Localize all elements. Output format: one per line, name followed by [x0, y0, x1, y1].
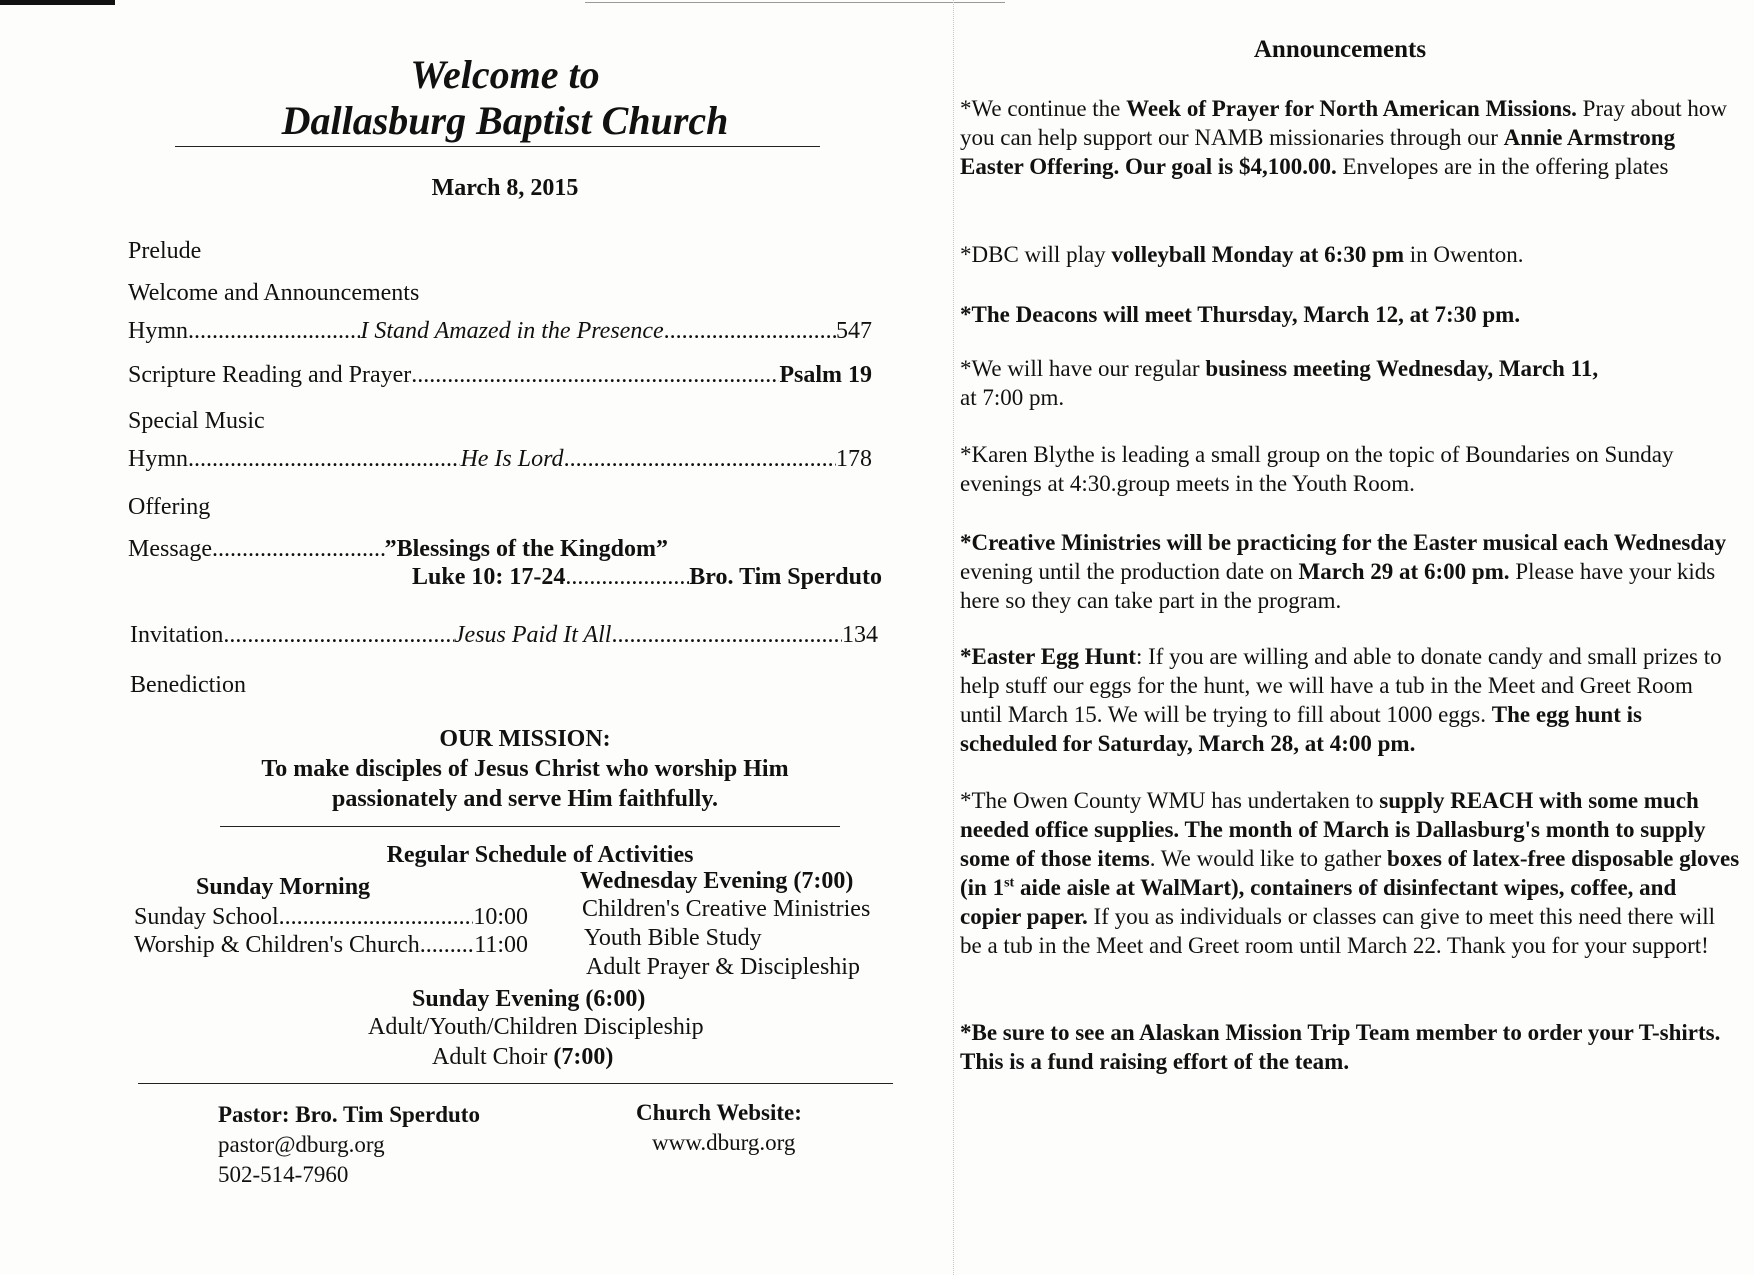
service-date: March 8, 2015 — [431, 175, 579, 201]
leader-dots — [411, 362, 779, 389]
title-divider — [175, 146, 820, 147]
schedule-row-label: Sunday School — [134, 904, 279, 930]
order-special-music: Special Music — [128, 408, 265, 434]
mission-line-1: To make disciples of Jesus Christ who worship Him — [261, 756, 789, 782]
hymn-2-label: Hymn — [128, 446, 188, 472]
announcement-volleyball: *DBC will play volleyball Monday at 6:30 pm in Owenton. — [960, 242, 1524, 267]
schedule-row — [134, 904, 528, 931]
wednesday-item: Children's Creative Ministries — [582, 896, 871, 922]
announcement-egg-hunt: *Easter Egg Hunt: If you are willing and able to donate candy and small prizes to help stuff our eggs for the hunt, we will have a tub in the Meet and Greet Room until March 15. We will be trying to fill about 1000 eggs. The egg hunt is scheduled for Saturday, March 28, at 4:00 pm. — [960, 644, 1722, 756]
leader-dots — [564, 446, 836, 473]
pastor-email: pastor@dburg.org — [218, 1132, 385, 1157]
leader-dots — [420, 932, 475, 959]
order-benediction: Benediction — [130, 672, 246, 698]
leader-dots — [279, 904, 474, 931]
invitation-title: Jesus Paid It All — [453, 622, 612, 648]
message-scripture: Luke 10: 17-24 — [412, 564, 566, 590]
leader-dots — [223, 622, 454, 649]
schedule-row-time: 10:00 — [473, 904, 528, 930]
schedule-heading: Regular Schedule of Activities — [386, 842, 694, 868]
message-speaker: Bro. Tim Sperduto — [689, 564, 882, 590]
schedule-row — [134, 932, 528, 959]
schedule-row-label: Worship & Children's Church — [134, 932, 420, 958]
order-message-ref — [412, 564, 882, 591]
schedule-divider — [138, 1083, 893, 1084]
announcement-business-meeting: *We will have our regular business meeting Wednesday, March 11, at 7:00 pm. — [960, 356, 1599, 410]
leader-dots — [664, 318, 836, 345]
pastor-name: Pastor: Bro. Tim Sperduto — [218, 1102, 480, 1127]
hymn-1-title: I Stand Amazed in the Presence — [360, 318, 664, 344]
church-name-title: Dallasburg Baptist Church — [281, 98, 729, 143]
wednesday-item: Adult Prayer & Discipleship — [586, 954, 860, 980]
hymn-1-label: Hymn — [128, 318, 188, 344]
order-hymn-1 — [128, 318, 872, 345]
website-url: www.dburg.org — [652, 1130, 796, 1155]
pastor-phone: 502-514-7960 — [218, 1162, 349, 1187]
welcome-title-line1: Welcome to — [410, 52, 600, 97]
page-fold-line — [953, 0, 955, 1275]
mission-heading: OUR MISSION: — [439, 726, 611, 752]
hymn-2-title: He Is Lord — [460, 446, 564, 472]
mission-line-2: passionately and serve Him faithfully. — [331, 786, 719, 812]
wednesday-heading: Wednesday Evening (7:00) — [580, 868, 854, 894]
order-message — [128, 536, 668, 563]
wednesday-item: Youth Bible Study — [584, 925, 762, 951]
scripture-ref: Psalm 19 — [779, 362, 872, 388]
announcement-deacons: *The Deacons will meet Thursday, March 12, at 7:30 pm. — [960, 302, 1521, 327]
leader-dots — [565, 564, 689, 591]
order-offering: Offering — [128, 494, 211, 520]
message-title: ”Blessings of the Kingdom” — [384, 536, 668, 562]
order-invitation — [130, 622, 878, 649]
invitation-label: Invitation — [130, 622, 224, 648]
sunday-morning-heading: Sunday Morning — [196, 874, 371, 900]
order-scripture — [128, 362, 872, 389]
leader-dots — [188, 318, 360, 345]
announcement-wmu: *The Owen County WMU has undertaken to supply REACH with some much needed office supplies. The month of March is Dallasburg's month to supply some of those items. We would like to gather boxes of latex-free disposable gloves (in 1st aide aisle at WalMart), containers of disinfectant wipes, coffee, and copier paper. If you as individuals or classes can give to meet this need there will be a tub in the Meet and Greet room until March 22. Thank you for your support! — [960, 788, 1740, 958]
sunday-evening-item: Adult/Youth/Children Discipleship — [368, 1014, 704, 1040]
leader-dots — [188, 446, 460, 473]
announcement-creative-ministries: *Creative Ministries will be practicing for the Easter musical each Wednesday evening until the production date on March 29 at 6:00 pm. Please have your kids here so they can take part in the program. — [960, 530, 1727, 613]
scripture-label: Scripture Reading and Prayer — [128, 362, 412, 388]
hymn-1-number: 547 — [836, 318, 873, 344]
order-prelude: Prelude — [128, 238, 202, 264]
invitation-number: 134 — [842, 622, 878, 648]
announcement-small-group: *Karen Blythe is leading a small group on the topic of Boundaries on Sunday evenings at 4:30.group meets in the Youth Room. — [960, 442, 1674, 496]
announcements-title: Announcements — [1253, 36, 1427, 63]
message-label: Message — [128, 536, 212, 562]
leader-dots — [611, 622, 842, 649]
announcement-namb: *We continue the Week of Prayer for North American Missions. Pray about how you can help support our NAMB missionaries through our Annie Armstrong Easter Offering. Our goal is $4,100.00. Envelopes are in the offering plates — [960, 96, 1728, 179]
announcement-tshirts: *Be sure to see an Alaskan Mission Trip Team member to order your T-shirts. This is a fund raising effort of the team. — [960, 1020, 1721, 1074]
sunday-evening-heading: Sunday Evening (6:00) — [412, 986, 646, 1012]
order-welcome: Welcome and Announcements — [128, 280, 420, 306]
sunday-evening-item: Adult Choir (7:00) — [432, 1044, 614, 1070]
website-label: Church Website: — [636, 1100, 802, 1125]
schedule-row-time: 11:00 — [474, 932, 528, 958]
hymn-2-number: 178 — [836, 446, 872, 472]
order-hymn-2 — [128, 446, 872, 473]
mission-divider — [220, 826, 840, 827]
leader-dots — [212, 536, 385, 563]
